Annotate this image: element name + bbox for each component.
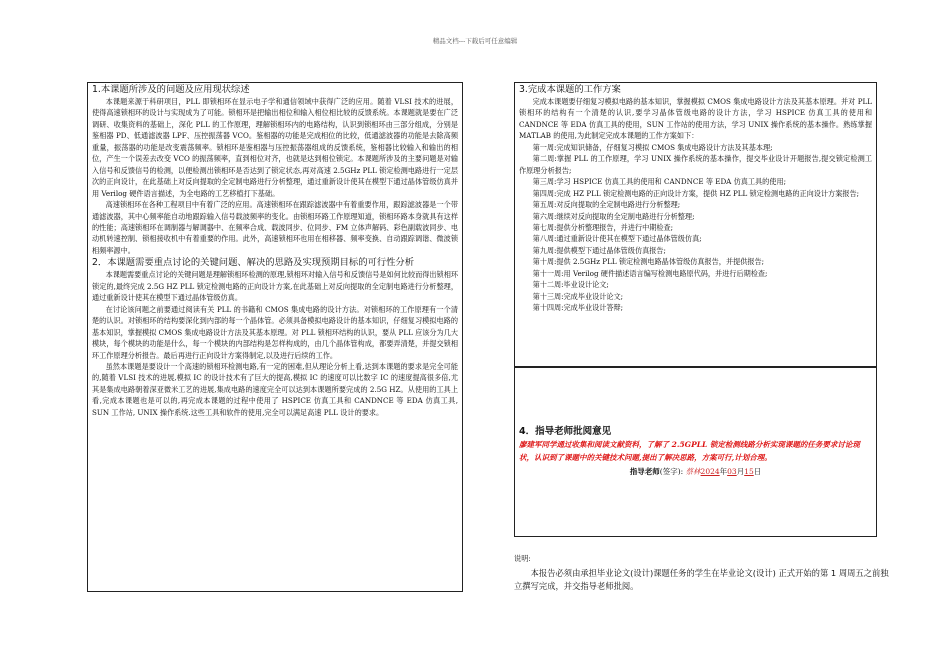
header-note: 精品文档---下载后可任意编辑 bbox=[432, 37, 518, 45]
day-unit: 日 bbox=[753, 467, 762, 476]
sign-year: 2024 bbox=[700, 467, 720, 476]
section-3-intro: 完成本课题要仔细复习模拟电路的基本知识，掌握模拟 CMOS 集成电路设计方法及其基本原理。并对 PLL 锁相环的结构有一个清楚的认识,要学习晶体管级电路的设计方法，学习 HSPICE 仿真工具的使用和 CANDNCE 等 EDA 仿真工具的使用，SUN 工作站的使用方法，学习 UNIX 操作系统的基本操作。熟练掌握 MATLAB 的使用,为此制定完成本课题的工作方案如下： bbox=[519, 97, 872, 141]
week-item: 第一周:完成知识储备，仔细复习模拟 CMOS 集成电路设计方法及其基本理; bbox=[532, 142, 773, 152]
section-2-paragraph-1: 本课题需要重点讨论的关键问题是理解锁相环检测的原理,锁相环对输入信号和反馈信号是如何比较而得出锁相环锁定的,最终完成 2.5G HZ PLL 锁定检测电路的正向设计方案,在此基础上对反向提取的全定制电路进行分析整理，通过重新设计使其在模型下通过晶体管级仿真。 bbox=[92, 270, 458, 303]
section-1-title: 1.本课题所涉及的问题及应用现状综述 bbox=[92, 84, 250, 95]
week-item: 第十三周:完成毕业设计论文; bbox=[532, 291, 624, 301]
week-item: 第十一周:用 Verilog 硬件描述语言编写检测电路原代码，并进行后期检查; bbox=[532, 268, 768, 278]
month-unit: 月 bbox=[736, 467, 745, 476]
section-3-title: 3.完成本课题的工作方案 bbox=[519, 84, 621, 95]
sign-day: 15 bbox=[744, 467, 754, 476]
signature-line bbox=[519, 466, 872, 477]
week-item: 第六周:继续对反向提取的全定制电路进行分析整理; bbox=[532, 211, 695, 221]
section-2-title: 2．本课题需要重点讨论的关键问题、解决的思路及实现预期目标的可行性分析 bbox=[92, 257, 415, 269]
sign-month: 03 bbox=[727, 467, 737, 476]
section-1-paragraph-1: 本课题来源于科研项目，PLL 即锁相环在显示电子学和通信领域中获得广泛的应用。随着 VLSI 技术的进展，使得高速锁相环的设计与实现成为了可能。锁相环是把输出相位和输入相位相比较的反馈系统。本课题就是要在广泛调研、收集资料的基础上，深化 PLL 的工作原理，理解锁相环内的电路结构，认识到锁相环由三部分组成，分别是鉴相器 PD、低通滤波器 LPF、压控振荡器 VCO。鉴相器的功能是完成相位的比较，低通滤波器的功能是去除高频重量，振荡器的功能是改变震荡频率。锁相环是鉴相器与压控振荡器组成的反馈系统，鉴相器比较输入和输出的相位，产生一个误差去改变 VCO 的振荡频率，直到相位对齐，也就是达到相位锁定。本课题所涉及的主要问题是对输入信号和反馈信号的检测，以便检测出锁相环是否达到了锁定状态,再对高速 2.5GHz PLL 锁定检测电路进行一定层次的正向设计，在此基础上对反向提取的全定制电路进行分析整理，通过重新设计使其在模型下通过晶体管级仿真并用 Verilog 硬件语言描述，为全电路的工艺移植打下基础。 bbox=[92, 97, 458, 198]
advisor-signature: 蔡林 bbox=[685, 467, 701, 476]
note-body: 本报告必须由承担毕业论文(设计)课题任务的学生在毕业论文(设计) 正式开始的第 1 周周五之前独立撰写完成，并交指导老师批阅。 bbox=[514, 568, 889, 591]
left-panel bbox=[87, 82, 463, 592]
week-item: 第十周:提供 2.5GHz PLL 锁定检测电路晶体管级仿真报告，并提供报告; bbox=[532, 257, 765, 267]
section-4-title: 4．指导老师批阅意见 bbox=[519, 426, 612, 437]
weekly-plan-list bbox=[519, 142, 872, 314]
year-unit: 年 bbox=[719, 467, 728, 476]
signature-label: 指导老师 bbox=[629, 467, 660, 476]
week-item: 第二周:掌握 PLL 的工作原理，学习 UNIX 操作系统的基本操作，提交毕业设计开题报告,提交锁定检测工作原理分析报告; bbox=[519, 154, 872, 175]
section-1-paragraph-2: 高速锁相环在各种工程项目中有着广泛的应用。高速锁相环在跟踪滤波器中有着重要作用，跟踪滤波器是一个带通滤波器，其中心频率能自动地跟踪输入信号载波频率的变化。由锁相环路工作原理知道，锁相环路本身就具有这样的性能；高速锁相环在调制器与解调器中、在频率合成、载波同步、位同步、FM 立体声解码、彩色副载波同步、电动机转速控制、锁相接收机中有着重要的作用。此外，高速锁相环也用在相移器、频率变换、自动跟踪调谐、微波锁相频率源中。 bbox=[92, 200, 458, 255]
advisor-comment-panel bbox=[514, 367, 877, 537]
week-item: 第十二周:毕业设计论文; bbox=[532, 280, 609, 290]
week-item: 第四周:完成 HZ PLL 锁定检测电路的正向设计方案，提供 HZ PLL 锁定检测电路的正向设计方案报告; bbox=[532, 188, 860, 198]
week-item: 第五周:对反向提取的全定制电路进行分析整理; bbox=[532, 200, 681, 210]
signature-sub: (签字): bbox=[659, 467, 684, 476]
week-item: 第十四周:完成毕业设计答辩; bbox=[532, 303, 624, 313]
section-2-paragraph-3: 虽然本课题是要设计一个高速的锁相环检测电路,有一定的困难,但从理论分析上看,达到本课题的要求是完全可能的,随着 VLSI 技术的进展,模拟 IC 的设计技术有了巨大的提高,模拟 IC 的速度可以比数字 IC 的速度提高很多倍,尤其是集成电路朝着深亚微米工艺的进展,集成电路的速度完全可以达到本课题所要完成的 2.5G HZ。从使用的工具上看,完成本课题也是可以的,再完成本课题的过程中使用了 HSPICE 仿真工具和 CANDNCE 等 EDA 仿真工具, SUN 工作站, UNIX 操作系统.这些工具和软件的使用,完全可以满足高速 PLL 设计的要求。 bbox=[92, 361, 458, 417]
section-2-paragraph-2: 在讨论该问题之前要通过阅读有关 PLL 的书籍和 CMOS 集成电路的设计方法。对锁相环的工作原理有一个清楚的认识。对锁相环的结构要深化到内部的每一个晶体管。必须具备模拟电路设计的基本知识，仔细复习模拟电路的基本知识，掌握模拟 CMOS 集成电路设计方法及其基本原理。对 PLL 锁相环结构的认识，要从 PLL 应该分为几大模块，每个模块的功能是什么，每一个模块的内部结构是怎样构成的，由几个晶体管构成，都要弄清楚，并提交锁相环工作原理分析报告。最后再进行正向设计方案得制定,以及进行后续的工作。 bbox=[92, 304, 458, 360]
week-item: 第三周:学习 HSPICE 仿真工具的使用和 CANDNCE 等 EDA 仿真工具的使用; bbox=[532, 177, 786, 187]
week-item: 第七周:提供分析整理报告，并进行中期检查; bbox=[532, 222, 674, 232]
right-panel bbox=[514, 82, 877, 367]
note-label: 说明: bbox=[514, 554, 531, 563]
week-item: 第九周:提供模型下通过晶体管级仿真报告; bbox=[532, 245, 666, 255]
note-section bbox=[514, 554, 894, 593]
week-item: 第八周:通过重新设计使其在模型下通过晶体管级仿真; bbox=[532, 234, 702, 244]
advisor-comment: 廖建军同学通过收集和阅读文献资料，了解了 2.5GPLL 锁定检测线路分析实现课题的任务要求讨论现状，认识到了课题中的关键技术问题,提出了解决思路，方案可行,计划合理。 bbox=[519, 440, 860, 462]
